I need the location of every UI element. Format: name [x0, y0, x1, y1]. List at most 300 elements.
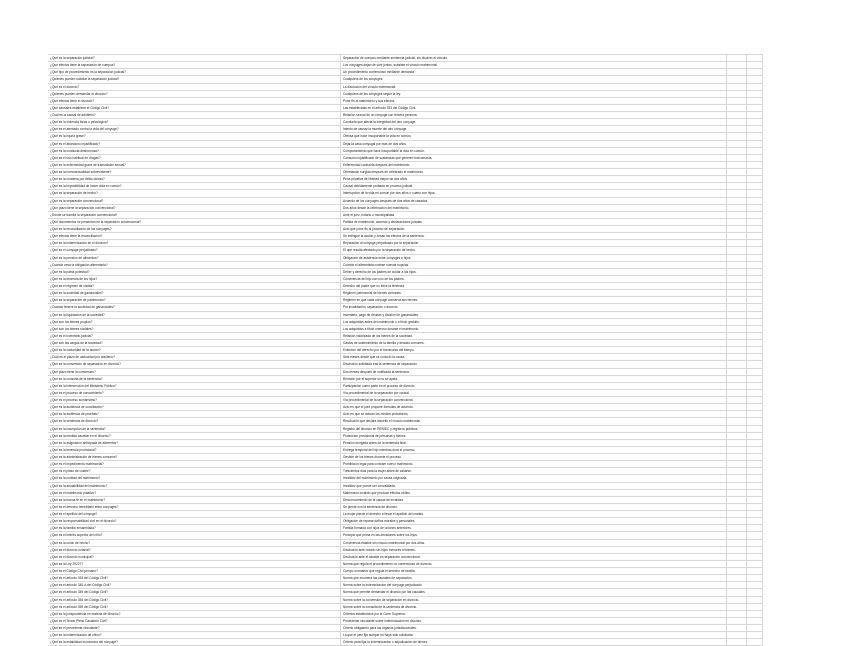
empty-cell	[746, 397, 763, 403]
table-row	[48, 425, 763, 432]
answer-cell: Matrimonio inválido que produce efectos civiles.	[340, 490, 726, 496]
answer-cell: Se pierde con la sentencia de divorcio.	[340, 504, 726, 510]
question-cell: ¿Qué plazo tiene la conversión?	[50, 369, 96, 374]
empty-cell	[746, 340, 763, 346]
table-row	[48, 368, 763, 375]
empty-cell	[726, 404, 746, 410]
answer-cell: Obligación de asistencia entre cónyuges e hijos.	[340, 255, 726, 261]
question-cell: ¿Cuál es el plazo de caducidad por adulterio?	[50, 355, 115, 360]
answer-cell: Norma sobre la conversión de separación en divorcio.	[340, 597, 726, 603]
answer-cell: Cualquiera de los cónyuges.	[340, 76, 726, 82]
empty-cell	[726, 133, 746, 139]
table-row	[48, 175, 763, 182]
empty-cell	[746, 69, 763, 75]
answer-cell: Obligación de reparar daños morales y personales.	[340, 518, 726, 524]
empty-cell	[726, 447, 746, 453]
answer-cell: Disolución solicitada tras la sentencia de separación.	[340, 361, 726, 367]
empty-cell	[726, 575, 746, 581]
answer-cell: Gestión de los bienes durante el proceso.	[340, 454, 726, 460]
question-cell: ¿Dónde se tramita la separación convencional?	[50, 212, 118, 217]
empty-cell	[726, 532, 746, 538]
empty-cell	[746, 504, 763, 510]
table-row	[48, 125, 763, 132]
empty-cell	[746, 604, 763, 610]
empty-cell	[746, 525, 763, 531]
table-row	[48, 417, 763, 424]
question-cell: ¿Qué tipo de procedimiento es la separación judicial?	[50, 70, 126, 75]
empty-cell	[726, 561, 746, 567]
table-row	[48, 254, 763, 261]
empty-cell	[726, 155, 746, 161]
answer-cell: Resolución que declara disuelto el vínculo matrimonial.	[340, 418, 726, 424]
empty-cell	[746, 333, 763, 339]
table-row	[48, 546, 763, 553]
empty-cell	[726, 490, 746, 496]
table-row	[48, 460, 763, 467]
answer-cell: Norma que enumera las causales de separación.	[340, 575, 726, 581]
question-cell: ¿Qué es la tenencia provisional?	[50, 447, 97, 452]
empty-cell	[746, 490, 763, 496]
empty-cell	[746, 475, 763, 481]
answer-cell: Causal debidamente probada en proceso judicial.	[340, 183, 726, 189]
question-cell: ¿Qué son los bienes sociales?	[50, 326, 94, 331]
question-cell: ¿Qué es la indemnización en el divorcio?	[50, 241, 109, 246]
table-row	[48, 439, 763, 446]
table-row	[48, 389, 763, 396]
question-cell: ¿Qué es la intervención del Ministerio Público?	[50, 383, 117, 388]
table-row	[48, 147, 763, 154]
table-row	[48, 311, 763, 318]
answer-cell: Convivencia estable sin vínculo matrimonial por dos años.	[340, 540, 726, 546]
answer-cell: Comportamiento que hace insoportable la vida en común.	[340, 148, 726, 154]
table-row	[48, 474, 763, 481]
empty-cell	[726, 354, 746, 360]
table-row	[48, 467, 763, 474]
answer-cell: Partida de matrimonio, acuerdo y declaraciones juradas.	[340, 219, 726, 225]
table-row	[48, 140, 763, 147]
question-cell: ¿Qué es la violencia física o psicológica?	[50, 120, 109, 125]
question-cell: ¿Qué es la liquidación de la sociedad?	[50, 312, 105, 317]
empty-cell	[726, 141, 746, 147]
question-cell: ¿Qué es la patria potestad?	[50, 269, 90, 274]
empty-cell	[726, 369, 746, 375]
empty-cell	[746, 119, 763, 125]
answer-cell: Dos años desde la celebración del matrimonio.	[340, 205, 726, 211]
empty-cell	[726, 212, 746, 218]
empty-cell	[746, 212, 763, 218]
question-cell: ¿Qué efectos tiene la separación de cuerpos?	[50, 63, 116, 68]
answer-cell: Inventario, pago de deudas y división de gananciales.	[340, 312, 726, 318]
empty-cell	[746, 326, 763, 332]
empty-cell	[726, 276, 746, 282]
table-row	[48, 68, 763, 75]
empty-cell	[746, 354, 763, 360]
table-row	[48, 375, 763, 382]
table-row	[48, 303, 763, 310]
table-row	[48, 510, 763, 517]
empty-cell	[726, 611, 746, 617]
empty-cell	[726, 312, 746, 318]
answer-cell: Cualquiera de los cónyuges según la ley.	[340, 91, 726, 97]
question-cell: ¿Qué es el artículo 345-A del Código Civil?	[50, 583, 111, 588]
empty-cell	[746, 497, 763, 503]
empty-cell	[746, 183, 763, 189]
question-cell: ¿Qué es el cónyuge perjudicado?	[50, 248, 98, 253]
answer-cell: Disolución ante el alcalde en separación convencional.	[340, 554, 726, 560]
question-cell: ¿Qué son los bienes propios?	[50, 319, 93, 324]
empty-cell	[726, 433, 746, 439]
answer-cell: Convivencia del hijo con uno de los padres.	[340, 276, 726, 282]
table-row	[48, 610, 763, 617]
question-cell: ¿Qué es el plazo de viudez?	[50, 469, 91, 474]
question-cell: ¿Qué es la indemnización de oficio?	[50, 633, 102, 638]
table-row	[48, 168, 763, 175]
empty-cell	[726, 69, 746, 75]
empty-cell	[746, 461, 763, 467]
empty-cell	[726, 418, 746, 424]
question-cell: ¿Qué es el precedente vinculante?	[50, 626, 100, 630]
table-row	[48, 197, 763, 204]
table-row	[48, 204, 763, 211]
empty-cell	[726, 604, 746, 610]
question-cell: ¿Qué es la inscripción de la sentencia?	[50, 426, 106, 431]
answer-cell: Relación sexual de un cónyuge con tercera persona.	[340, 112, 726, 118]
answer-cell: La que el juez fija aunque no haya sido solicitada.	[340, 632, 726, 638]
answer-cell: Norma sobre la indemnización del cónyuge perjudicado.	[340, 582, 726, 588]
answer-cell: Acto que pone fin al proceso de separación.	[340, 226, 726, 232]
empty-cell	[726, 76, 746, 82]
answer-cell: Cuerpo normativo que regula el derecho de familia.	[340, 568, 726, 574]
question-cell: ¿Qué es el atentado contra la vida del cónyuge?	[50, 127, 119, 132]
answer-cell: Acto en que el juez propone fórmulas de acuerdo.	[340, 404, 726, 410]
empty-cell	[726, 390, 746, 396]
answer-cell: Norma que permite demandar el divorcio por las causales.	[340, 589, 726, 595]
empty-cell	[746, 233, 763, 239]
empty-cell	[726, 483, 746, 489]
empty-cell	[746, 554, 763, 560]
question-cell: ¿Qué es el Código Civil peruano?	[50, 569, 98, 573]
answer-cell: Vía procedimental de la separación por causal.	[340, 390, 726, 396]
question-cell: ¿Qué documentos se presentan en la separación convencional?	[50, 219, 142, 224]
question-cell: ¿Qué es la nulidad del matrimonio?	[50, 476, 101, 481]
question-cell: ¿Qué es el interés superior del niño?	[50, 533, 103, 538]
answer-cell: Pena privativa de libertad mayor de dos años.	[340, 176, 726, 182]
empty-cell	[726, 169, 746, 175]
empty-cell	[746, 404, 763, 410]
empty-cell	[726, 219, 746, 225]
question-cell: ¿Qué es la familia ensamblada?	[50, 526, 96, 531]
empty-cell	[726, 589, 746, 595]
empty-cell	[726, 475, 746, 481]
question-cell: ¿Qué es el artículo 354 del Código Civil?	[50, 597, 108, 602]
question-cell: ¿Qué es el derecho hereditario entre cónyuges?	[50, 504, 119, 509]
table-row	[48, 353, 763, 360]
question-cell: ¿Qué es la audiencia de conciliación?	[50, 405, 104, 410]
question-cell: ¿Qué es la jurisprudencia en materia de divorcio?	[50, 611, 121, 616]
answer-cell: Separación de cuerpos mediante sentencia judicial, sin disolver el vínculo.	[340, 55, 726, 61]
empty-cell	[746, 582, 763, 588]
question-cell: ¿Qué es el artículo 333 del Código Civil?	[50, 576, 108, 581]
table-row	[48, 75, 763, 82]
empty-cell	[746, 440, 763, 446]
answer-cell: Prohibición legal para contraer nuevo matrimonio.	[340, 461, 726, 467]
empty-cell	[746, 383, 763, 389]
answer-cell: Invalidez que puede ser convalidada.	[340, 483, 726, 489]
answer-cell: Relación valorizada de los bienes de la sociedad.	[340, 333, 726, 339]
empty-cell	[726, 240, 746, 246]
empty-cell	[726, 340, 746, 346]
question-cell: ¿Qué causales establece el Código Civil?	[50, 105, 109, 110]
table-row	[48, 624, 763, 631]
empty-cell	[746, 169, 763, 175]
empty-cell	[746, 418, 763, 424]
empty-cell	[746, 269, 763, 275]
empty-cell	[726, 148, 746, 154]
question-cell: ¿Qué es la sentencia de divorcio?	[50, 419, 99, 424]
table-row	[48, 296, 763, 303]
table-row	[48, 261, 763, 268]
question-cell: ¿Qué es el artículo 359 del Código Civil?	[50, 604, 108, 609]
empty-cell	[746, 376, 763, 382]
question-cell: ¿Qué es la tenencia de los hijos?	[50, 276, 98, 281]
answer-cell: Revisión por el superior si no se apela.	[340, 376, 726, 382]
question-cell: ¿Qué es la sociedad de gananciales?	[50, 291, 104, 296]
table-row	[48, 482, 763, 489]
empty-cell	[746, 575, 763, 581]
empty-cell	[726, 411, 746, 417]
empty-cell	[726, 105, 746, 111]
empty-cell	[746, 511, 763, 517]
table-row	[48, 396, 763, 403]
empty-cell	[726, 269, 746, 275]
answer-cell: Criterios establecidos por la Corte Suprema.	[340, 611, 726, 617]
empty-cell	[726, 290, 746, 296]
answer-cell: Criterio para fijar la indemnización o adjudicación de bienes.	[340, 639, 726, 645]
table-row	[48, 211, 763, 218]
question-cell: ¿Qué es la enfermedad grave de transmisión sexual?	[50, 162, 126, 167]
answer-cell: Precedente vinculante sobre indemnización en divorcio.	[340, 618, 726, 624]
empty-cell	[726, 468, 746, 474]
empty-cell	[726, 547, 746, 553]
question-cell: ¿Qué es la consulta de la sentencia?	[50, 376, 103, 381]
answer-cell: Registro del divorcio en RENIEC y registros públicos.	[340, 426, 726, 432]
table-row	[48, 410, 763, 417]
empty-cell	[726, 632, 746, 638]
question-cell: ¿Qué plazo tiene la separación convencional?	[50, 205, 116, 210]
empty-cell	[746, 283, 763, 289]
table-row	[48, 446, 763, 453]
empty-cell	[726, 162, 746, 168]
empty-cell	[746, 568, 763, 574]
table-row	[48, 567, 763, 574]
table-row	[48, 346, 763, 353]
empty-cell	[746, 304, 763, 310]
table-row	[48, 588, 763, 595]
question-cell: ¿Qué es el abandono injustificado?	[50, 141, 100, 146]
question-cell: ¿Qué es la homosexualidad sobreviniente?	[50, 170, 112, 174]
empty-cell	[746, 347, 763, 353]
empty-cell	[746, 219, 763, 225]
empty-cell	[746, 426, 763, 432]
empty-cell	[726, 518, 746, 524]
empty-cell	[726, 262, 746, 268]
empty-cell	[726, 639, 746, 645]
question-cell: ¿Qué es la reconciliación de los cónyuges?	[50, 227, 112, 231]
answer-cell: Gastos de sostenimiento de la familia y deudas comunes.	[340, 340, 726, 346]
answer-cell: Participación como parte en el proceso de divorcio.	[340, 383, 726, 389]
empty-cell	[726, 205, 746, 211]
empty-cell	[726, 112, 746, 118]
answer-cell: Se extingue la acción y cesan los efectos de la sentencia.	[340, 233, 726, 239]
empty-cell	[726, 126, 746, 132]
empty-cell	[746, 141, 763, 147]
empty-cell	[726, 98, 746, 104]
table-row	[48, 90, 763, 97]
empty-cell	[746, 105, 763, 111]
empty-cell	[746, 625, 763, 631]
empty-cell	[726, 326, 746, 332]
empty-cell	[746, 618, 763, 624]
empty-cell	[726, 333, 746, 339]
empty-cell	[746, 468, 763, 474]
table-row	[48, 617, 763, 624]
answer-cell: Acto en que se actúan los medios probatorios.	[340, 411, 726, 417]
empty-cell	[746, 518, 763, 524]
answer-cell: Seis meses desde que se conoció la causa.	[340, 354, 726, 360]
answer-cell: Extinción del derecho por el transcurso del tiempo.	[340, 347, 726, 353]
table-row	[48, 268, 763, 275]
empty-cell	[726, 525, 746, 531]
table-row	[48, 524, 763, 531]
answer-cell: La mujer pierde el derecho a llevar el apellido del marido.	[340, 511, 726, 517]
question-cell: ¿Qué es la estabilidad económica del cónyuge?	[50, 640, 118, 645]
answer-cell: Derecho del padre que no tiene la tenencia.	[340, 283, 726, 289]
answer-cell: Conducta que afecta la integridad del otro cónyuge.	[340, 119, 726, 125]
empty-cell	[726, 55, 746, 61]
question-cell: ¿Qué es el impedimento matrimonial?	[50, 462, 104, 467]
empty-cell	[726, 255, 746, 261]
question-cell: ¿Cuál es la causal de adulterio?	[50, 113, 96, 117]
answer-cell: Por invalidación, separación o divorcio.	[340, 304, 726, 310]
question-cell: ¿Qué es el proceso de conocimiento?	[50, 390, 104, 395]
table-row	[48, 574, 763, 581]
table-row	[48, 596, 763, 603]
table-row	[48, 360, 763, 367]
empty-cell	[726, 91, 746, 97]
answer-cell: Ante el juez, notario o municipalidad.	[340, 212, 726, 218]
empty-cell	[726, 319, 746, 325]
table-row	[48, 239, 763, 246]
empty-cell	[726, 440, 746, 446]
table-row	[48, 246, 763, 253]
empty-cell	[746, 98, 763, 104]
answer-cell: Familia formada con hijos de uniones anteriores.	[340, 525, 726, 531]
table-row	[48, 225, 763, 232]
table-row	[48, 631, 763, 638]
table-row	[48, 161, 763, 168]
question-cell: ¿Qué es el divorcio notarial?	[50, 547, 91, 552]
empty-cell	[726, 347, 746, 353]
empty-cell	[746, 198, 763, 204]
empty-cell	[746, 226, 763, 232]
answer-cell: Enfermedad contraída después del matrimonio.	[340, 162, 726, 168]
table-row	[48, 503, 763, 510]
table-row	[48, 531, 763, 538]
empty-cell	[746, 155, 763, 161]
answer-cell: Principio que prima en las decisiones sobre los hijos.	[340, 532, 726, 538]
empty-cell	[746, 247, 763, 253]
table-row	[48, 325, 763, 332]
question-cell: ¿Qué es la anulabilidad del matrimonio?	[50, 483, 108, 488]
table-row	[48, 111, 763, 118]
empty-cell	[726, 176, 746, 182]
table-row	[48, 132, 763, 139]
table-row	[48, 104, 763, 111]
question-cell: ¿Qué es la conducta deshonrosa?	[50, 148, 99, 153]
table-row	[48, 182, 763, 189]
answer-cell: Norma sobre la consulta de la sentencia de divorcio.	[340, 604, 726, 610]
question-cell: ¿Qué es la separación de hecho?	[50, 191, 98, 196]
table-row	[48, 61, 763, 68]
question-cell: ¿Qué es el matrimonio putativo?	[50, 490, 97, 495]
question-cell: ¿Cuándo cesa la obligación alimentaria?	[50, 262, 108, 267]
empty-cell	[746, 312, 763, 318]
empty-cell	[746, 454, 763, 460]
empty-cell	[746, 411, 763, 417]
empty-cell	[726, 247, 746, 253]
table-row	[48, 339, 763, 346]
question-cell: ¿Qué es la imposibilidad de hacer vida en común?	[50, 184, 122, 189]
question-cell: ¿Qué es la separación convencional?	[50, 198, 104, 203]
table-row	[48, 289, 763, 296]
question-cell: ¿Qué es el divorcio municipal?	[50, 554, 94, 559]
answer-cell: Protección provisional de personas y bienes.	[340, 433, 726, 439]
table-row	[48, 318, 763, 325]
answer-cell: Vía procedimental de la separación convencional.	[340, 397, 726, 403]
answer-cell: Orientación surgida después de celebrado el matrimonio.	[340, 169, 726, 175]
empty-cell	[746, 112, 763, 118]
empty-cell	[726, 233, 746, 239]
table-row	[48, 638, 763, 646]
question-cell: ¿Qué es la audiencia de pruebas?	[50, 412, 99, 417]
empty-cell	[746, 369, 763, 375]
empty-cell	[726, 540, 746, 546]
answer-cell: Entrega temporal del hijo mientras dura el proceso.	[340, 447, 726, 453]
empty-cell	[726, 383, 746, 389]
empty-cell	[746, 262, 763, 268]
answer-cell: Las establecidas en el artículo 333 del Código Civil.	[340, 105, 726, 111]
question-cell: ¿Qué efectos tiene la reconciliación?	[50, 234, 103, 239]
table-row	[48, 83, 763, 90]
question-cell: ¿Quiénes pueden demandar el divorcio?	[50, 91, 108, 96]
empty-cell	[746, 361, 763, 367]
question-cell: ¿Qué es la responsabilidad civil en el divorcio?	[50, 519, 117, 524]
table-row	[48, 432, 763, 439]
answer-cell: Intento de causar la muerte del otro cónyuge.	[340, 126, 726, 132]
empty-cell	[746, 433, 763, 439]
empty-cell	[726, 119, 746, 125]
empty-cell	[726, 226, 746, 232]
answer-cell: Ofensa que hace insoportable la vida en común.	[340, 133, 726, 139]
empty-cell	[726, 304, 746, 310]
empty-cell	[726, 461, 746, 467]
question-cell: ¿Qué es el régimen de visitas?	[50, 284, 94, 288]
question-cell: ¿Qué es la buena fe en el matrimonio?	[50, 497, 106, 502]
table-row	[48, 581, 763, 588]
empty-cell	[746, 639, 763, 645]
question-cell: ¿Cuándo fenece la sociedad de gananciales?	[50, 305, 115, 310]
empty-cell	[746, 561, 763, 567]
